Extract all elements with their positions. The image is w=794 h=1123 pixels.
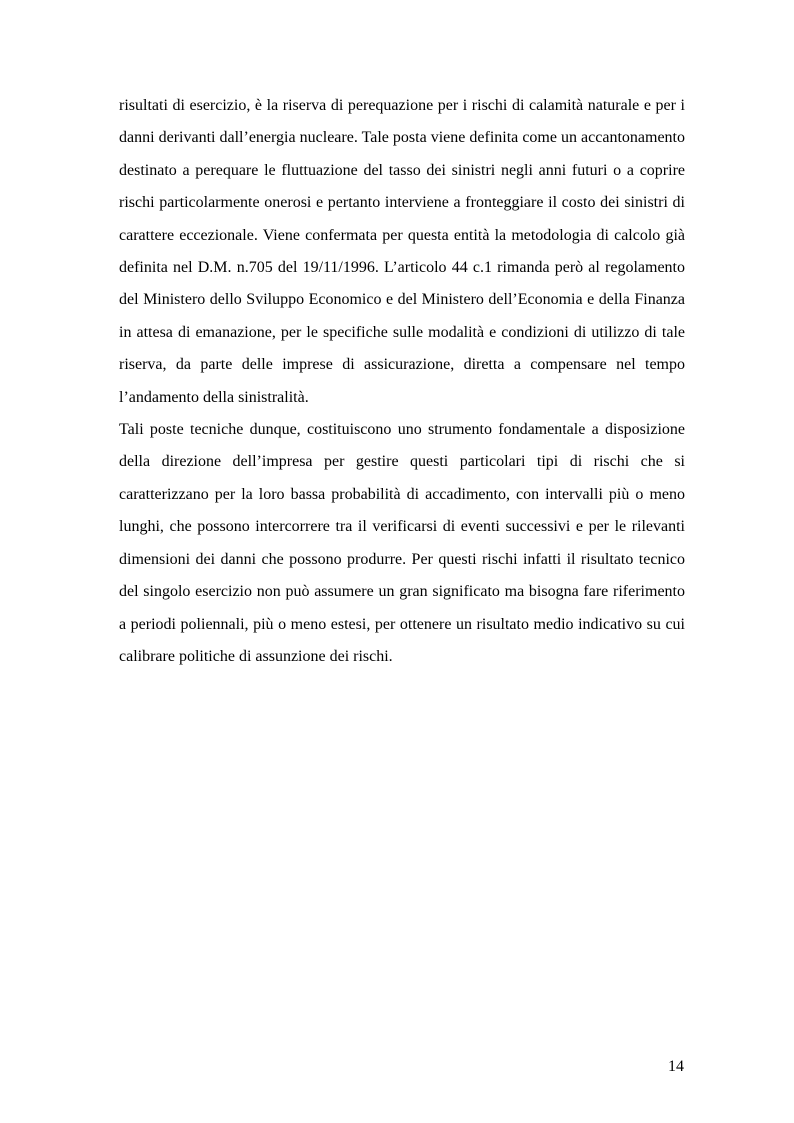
body-text	[119, 90, 685, 673]
paragraph-2: Tali poste tecniche dunque, costituiscono uno strumento fondamentale a disposizione della direzione dell’impresa per gestire questi particolari tipi di rischi che si caratterizzano per la loro bassa probabilità di accadimento, con intervalli più o meno lunghi, che possono intercorrere tra il verificarsi di eventi successivi e per le rilevanti dimensioni dei danni che possono produrre. Per questi rischi infatti il risultato tecnico del singolo esercizio non può assumere un gran significato ma bisogna fare riferimento a periodi poliennali, più o meno estesi, per ottenere un risultato medio indicativo su cui calibrare politiche di assunzione dei rischi.	[119, 421, 685, 665]
paragraph-1: risultati di esercizio, è la riserva di perequazione per i rischi di calamità naturale e per i danni derivanti dall’energia nucleare. Tale posta viene definita come un accantonamento destinato a perequare le fluttuazione del tasso dei sinistri negli anni futuri o a coprire rischi particolarmente onerosi e pertanto interviene a fronteggiare il costo dei sinistri di carattere eccezionale. Viene confermata per questa entità la metodologia di calcolo già definita nel D.M. n.705 del 19/11/1996. L’articolo 44 c.1 rimanda però al regolamento del Ministero dello Sviluppo Economico e del Ministero dell’Economia e della Finanza in attesa di emanazione, per le specifiche sulle modalità e condizioni di utilizzo di tale riserva, da parte delle imprese di assicurazione, diretta a compensare nel tempo l’andamento della sinistralità.	[119, 97, 685, 406]
page-number: 14	[668, 1058, 684, 1075]
